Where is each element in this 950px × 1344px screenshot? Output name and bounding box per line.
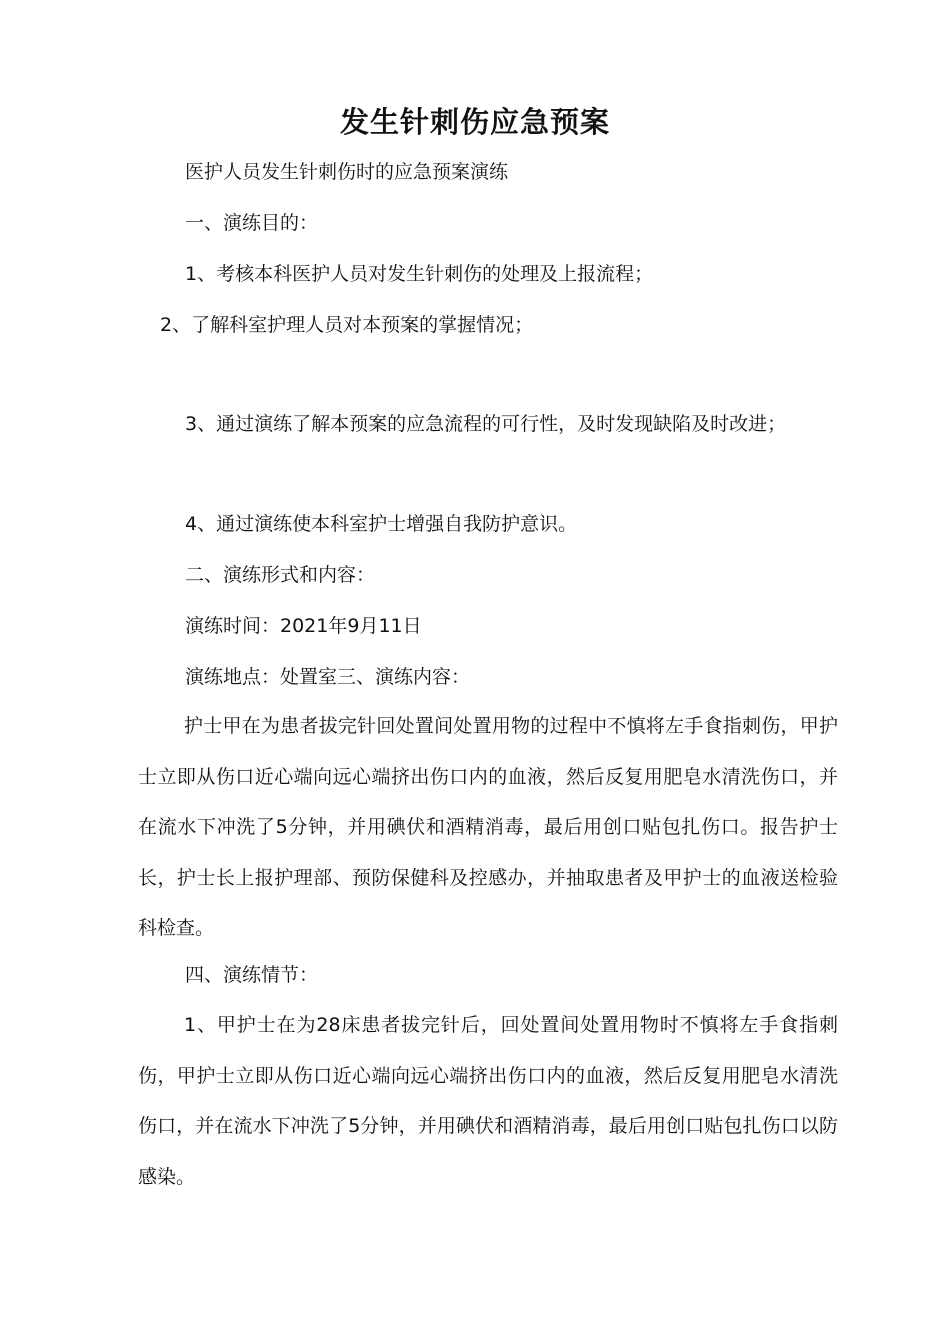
section-heading-form: 二、演练形式和内容：	[185, 564, 376, 586]
purpose-item-2: 2、了解科室护理人员对本预案的掌握情况；	[160, 314, 534, 336]
purpose-item-4: 4、通过演练使本科室护士增强自我防护意识。	[185, 513, 578, 535]
purpose-item-1: 1、考核本科医护人员对发生针刺伤的处理及上报流程；	[185, 263, 654, 285]
document-subtitle: 医护人员发生针刺伤时的应急预案演练	[185, 161, 509, 183]
document-title: 发生针刺伤应急预案	[339, 105, 610, 139]
section-heading-purpose: 一、演练目的：	[185, 212, 319, 234]
purpose-item-3: 3、通过演练了解本预案的应急流程的可行性，及时发现缺陷及时改进；	[185, 413, 787, 435]
drill-time: 演练时间：2021年9月11日	[185, 615, 422, 637]
section-heading-scenario: 四、演练情节：	[185, 964, 319, 986]
content-paragraph: 护士甲在为患者拔完针回处置间处置用物的过程中不慎将左手食指刺伤，甲护士立即从伤口近心端向远心端挤出伤口内的血液，然后反复用肥皂水清洗伤口，并在流水下冲洗了5分钟，并用碘伏和酒精消毒，最后用创口贴包扎伤口。报告护士长，护士长上报护理部、预防保健科及控感办，并抽取患者及甲护士的血液送检验科检查。	[138, 715, 838, 939]
drill-place: 演练地点：处置室三、演练内容：	[185, 666, 471, 688]
scenario-paragraph: 1、甲护士在为28床患者拔完针后，回处置间处置用物时不慎将左手食指刺伤，甲护士立即从伤口近心端向远心端挤出伤口内的血液，然后反复用肥皂水清洗伤口，并在流水下冲洗了5分钟，并用碘伏和酒精消毒，最后用创口贴包扎伤口以防感染。	[138, 1014, 838, 1188]
